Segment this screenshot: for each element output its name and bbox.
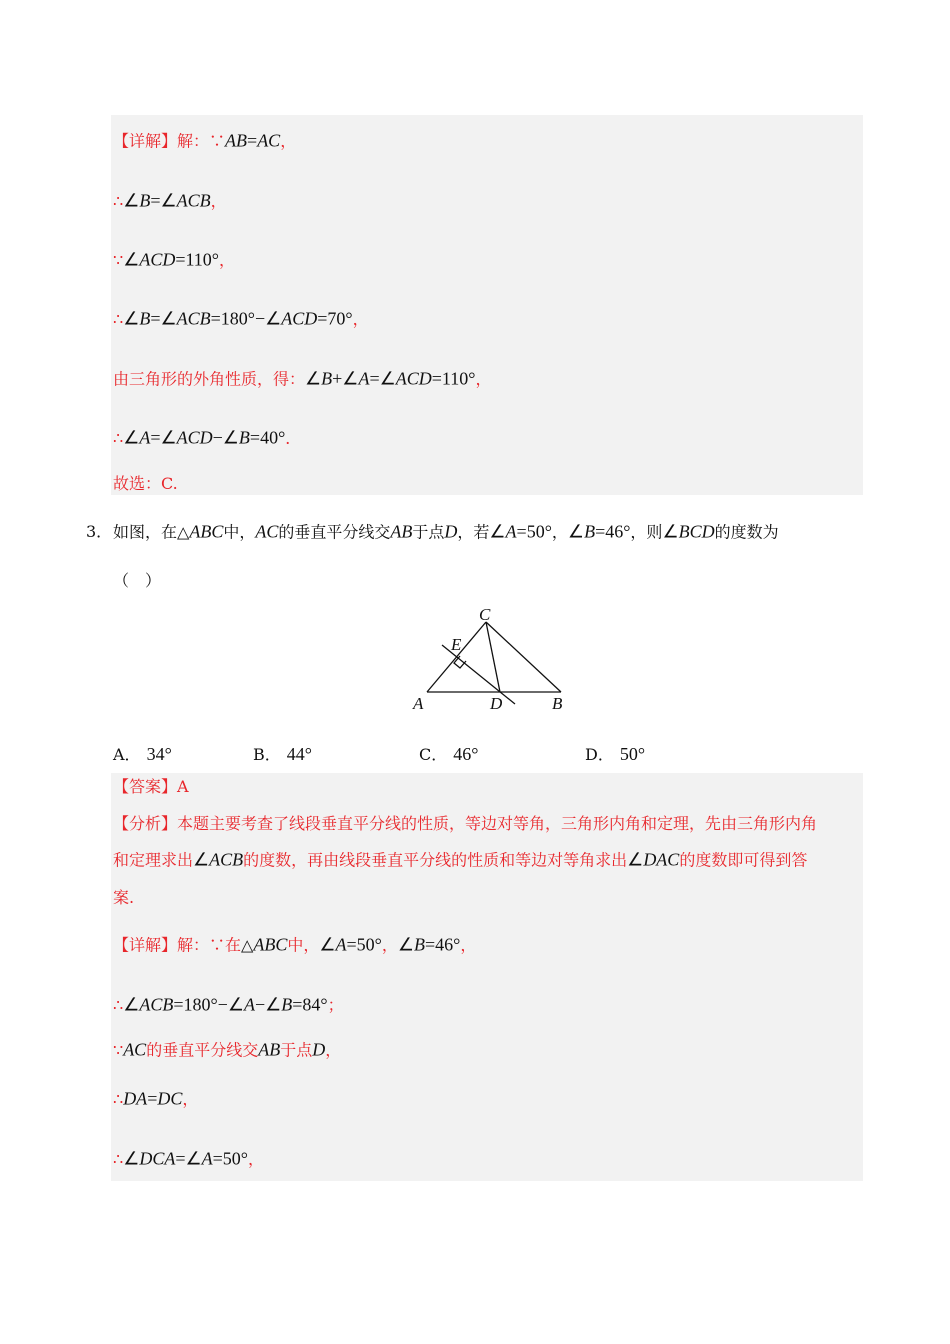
text-segment: 的度数，再由线段垂直平分线的性质和等边对等角求出 bbox=[243, 850, 628, 870]
answer-paren: （ ） bbox=[113, 571, 162, 590]
text-segment: ∠ bbox=[123, 994, 140, 1015]
text-segment: 于点 bbox=[280, 1040, 313, 1060]
text-segment: ∠ bbox=[305, 368, 322, 389]
text-segment: ∴ bbox=[113, 1149, 124, 1169]
text-segment: =46° bbox=[595, 521, 631, 542]
math-variable: B bbox=[238, 427, 250, 448]
text-segment: △ bbox=[177, 522, 190, 542]
text-segment: =84° bbox=[292, 994, 328, 1015]
text-segment: 如图，在 bbox=[113, 522, 178, 542]
text-segment: 中， bbox=[287, 935, 320, 955]
text-line bbox=[113, 369, 491, 390]
text-segment: ∴ bbox=[113, 309, 124, 329]
text-segment: =∠ bbox=[150, 427, 177, 448]
text-segment: =50° bbox=[516, 521, 552, 542]
text-segment: ∠ bbox=[567, 521, 585, 542]
text-segment: ∵ bbox=[209, 131, 226, 151]
text-segment: ． bbox=[285, 428, 302, 448]
option-letter: C． bbox=[419, 745, 448, 764]
text-line bbox=[113, 850, 807, 871]
option-letter: A． bbox=[113, 745, 141, 764]
text-segment: ， bbox=[280, 131, 297, 151]
text-segment: ∵ bbox=[113, 250, 124, 270]
text-segment: 案. bbox=[113, 888, 135, 907]
text-segment: ∠ bbox=[627, 849, 644, 870]
text-segment: 的垂直平分线交 bbox=[278, 522, 391, 542]
text-segment: ， bbox=[325, 1040, 342, 1060]
math-variable: ACD bbox=[176, 427, 213, 448]
text-segment: =∠ bbox=[175, 1148, 202, 1169]
text-segment: =40° bbox=[249, 427, 286, 448]
text-line bbox=[113, 131, 296, 152]
option-b[interactable] bbox=[253, 742, 312, 765]
text-segment: 【答案】A bbox=[113, 777, 189, 796]
math-variable: ACB bbox=[176, 190, 211, 211]
text-segment: ∴ bbox=[113, 428, 124, 448]
math-variable: A bbox=[505, 521, 517, 542]
text-segment: ∠ bbox=[123, 308, 140, 329]
option-a[interactable] bbox=[113, 742, 172, 765]
text-segment: ∴ bbox=[113, 1089, 124, 1109]
text-segment: 的度数为 bbox=[714, 522, 779, 542]
text-segment: ， bbox=[182, 1089, 199, 1109]
math-variable: AB bbox=[390, 521, 413, 542]
text-segment: 【详解】解： bbox=[113, 131, 210, 151]
math-variable: AC bbox=[257, 130, 281, 151]
text-segment: =46° bbox=[425, 934, 461, 955]
text-segment: =50° bbox=[212, 1148, 248, 1169]
label-c: C bbox=[479, 605, 491, 624]
text-segment: ∠ bbox=[123, 249, 140, 270]
text-segment: ， bbox=[381, 935, 398, 955]
option-value: 34° bbox=[146, 744, 172, 764]
math-variable: DC bbox=[157, 1088, 183, 1109]
text-segment: =70° bbox=[317, 308, 353, 329]
text-segment: ∵在 bbox=[209, 935, 242, 955]
text-line bbox=[113, 474, 178, 494]
math-variable: AB bbox=[258, 1039, 281, 1060]
text-segment: ， bbox=[247, 1149, 264, 1169]
math-variable: B bbox=[281, 994, 293, 1015]
text-segment: 故选：C. bbox=[113, 474, 178, 493]
text-segment: −∠ bbox=[212, 427, 239, 448]
text-segment: 的度数即可得到答 bbox=[679, 850, 808, 870]
text-line bbox=[113, 777, 189, 797]
option-value: 46° bbox=[453, 744, 479, 764]
text-segment: ， bbox=[475, 369, 492, 389]
text-segment: 【分析】本题主要考查了线段垂直平分线的性质，等边对等角，三角形内角和定理，先由三角形内角 bbox=[113, 814, 818, 833]
math-variable: DCA bbox=[139, 1148, 176, 1169]
math-variable: DA bbox=[123, 1088, 148, 1109]
text-segment: ， bbox=[219, 250, 236, 270]
math-variable: ACD bbox=[139, 249, 176, 270]
math-variable: A bbox=[243, 994, 255, 1015]
text-segment: =∠ bbox=[369, 368, 396, 389]
text-segment: ，则 bbox=[630, 522, 663, 542]
text-line bbox=[113, 888, 134, 908]
math-variable: ACB bbox=[209, 849, 244, 870]
label-b: B bbox=[552, 694, 563, 713]
option-d[interactable] bbox=[585, 742, 645, 765]
math-variable: BCD bbox=[678, 521, 715, 542]
triangle-figure bbox=[400, 600, 580, 715]
option-value: 50° bbox=[619, 744, 646, 764]
math-variable: ABC bbox=[189, 521, 224, 542]
text-segment: ∠ bbox=[489, 521, 506, 542]
text-segment: = bbox=[247, 130, 258, 151]
text-segment: △ bbox=[241, 935, 254, 955]
text-segment: ∵ bbox=[113, 1040, 124, 1060]
option-value: 44° bbox=[286, 744, 312, 764]
option-letter: B． bbox=[253, 745, 281, 764]
math-variable: A bbox=[335, 934, 347, 955]
text-segment: =110° bbox=[175, 249, 220, 270]
text-line bbox=[113, 522, 779, 543]
text-segment: ∠ bbox=[397, 934, 415, 955]
text-segment: 于点 bbox=[412, 522, 445, 542]
text-line bbox=[113, 995, 344, 1016]
text-segment: ∠ bbox=[123, 1148, 140, 1169]
text-segment: =180°−∠ bbox=[173, 994, 244, 1015]
text-segment: ∠ bbox=[319, 934, 336, 955]
math-variable: ACB bbox=[139, 994, 174, 1015]
text-segment: ∠ bbox=[193, 849, 210, 870]
text-segment: ∴ bbox=[113, 995, 124, 1015]
math-variable: AB bbox=[225, 130, 248, 151]
math-variable: AC bbox=[255, 521, 279, 542]
math-variable: B bbox=[584, 521, 596, 542]
math-variable: B bbox=[139, 308, 151, 329]
text-line bbox=[113, 1089, 198, 1110]
text-segment: +∠ bbox=[332, 368, 359, 389]
label-d: D bbox=[490, 694, 503, 713]
text-segment: 中， bbox=[223, 522, 256, 542]
text-line bbox=[113, 428, 301, 449]
text-segment: 和定理求出 bbox=[113, 850, 194, 870]
text-line bbox=[113, 250, 235, 271]
math-variable: B bbox=[414, 934, 426, 955]
text-line bbox=[113, 309, 369, 330]
text-segment: −∠ bbox=[254, 994, 282, 1015]
option-c[interactable] bbox=[419, 742, 478, 765]
math-variable: B bbox=[321, 368, 333, 389]
text-segment: ∠ bbox=[662, 521, 679, 542]
math-variable: ABC bbox=[253, 934, 288, 955]
label-a: A bbox=[413, 694, 424, 713]
text-segment: = bbox=[147, 1088, 158, 1109]
text-segment: =∠ bbox=[150, 308, 177, 329]
math-variable: A bbox=[201, 1148, 213, 1169]
math-variable: ACD bbox=[281, 308, 318, 329]
math-variable: A bbox=[139, 427, 151, 448]
math-variable: D bbox=[444, 521, 458, 542]
text-segment: ∴ bbox=[113, 191, 124, 211]
text-line bbox=[113, 191, 227, 212]
text-segment: ，若 bbox=[457, 522, 490, 542]
text-segment: ∠ bbox=[123, 190, 140, 211]
label-e: E bbox=[451, 635, 462, 654]
solution-box-2 bbox=[111, 773, 863, 1181]
text-line bbox=[113, 1040, 341, 1061]
math-variable: ACB bbox=[176, 308, 211, 329]
text-segment: =∠ bbox=[150, 190, 177, 211]
text-segment: =110° bbox=[431, 368, 476, 389]
math-variable: ACD bbox=[395, 368, 432, 389]
text-segment: ； bbox=[327, 995, 344, 1015]
text-segment: ， bbox=[352, 309, 369, 329]
option-letter: D． bbox=[585, 745, 614, 764]
math-variable: A bbox=[358, 368, 370, 389]
math-variable: B bbox=[139, 190, 151, 211]
question-number: 3． bbox=[86, 522, 113, 541]
math-variable: D bbox=[312, 1039, 326, 1060]
text-line bbox=[113, 1149, 264, 1170]
math-variable: AC bbox=[123, 1039, 147, 1060]
text-segment: 【详解】解： bbox=[113, 935, 210, 955]
text-line bbox=[113, 814, 817, 834]
math-variable: DAC bbox=[643, 849, 680, 870]
text-segment: ， bbox=[460, 935, 477, 955]
text-segment: ， bbox=[210, 191, 227, 211]
text-segment: 的垂直平分线交 bbox=[146, 1040, 259, 1060]
text-segment: =180°−∠ bbox=[210, 308, 282, 329]
text-segment: =50° bbox=[346, 934, 382, 955]
text-line bbox=[113, 935, 476, 956]
text-segment: ， bbox=[551, 522, 568, 542]
text-segment: ∠ bbox=[123, 427, 140, 448]
text-segment: 由三角形的外角性质，得： bbox=[113, 369, 306, 389]
